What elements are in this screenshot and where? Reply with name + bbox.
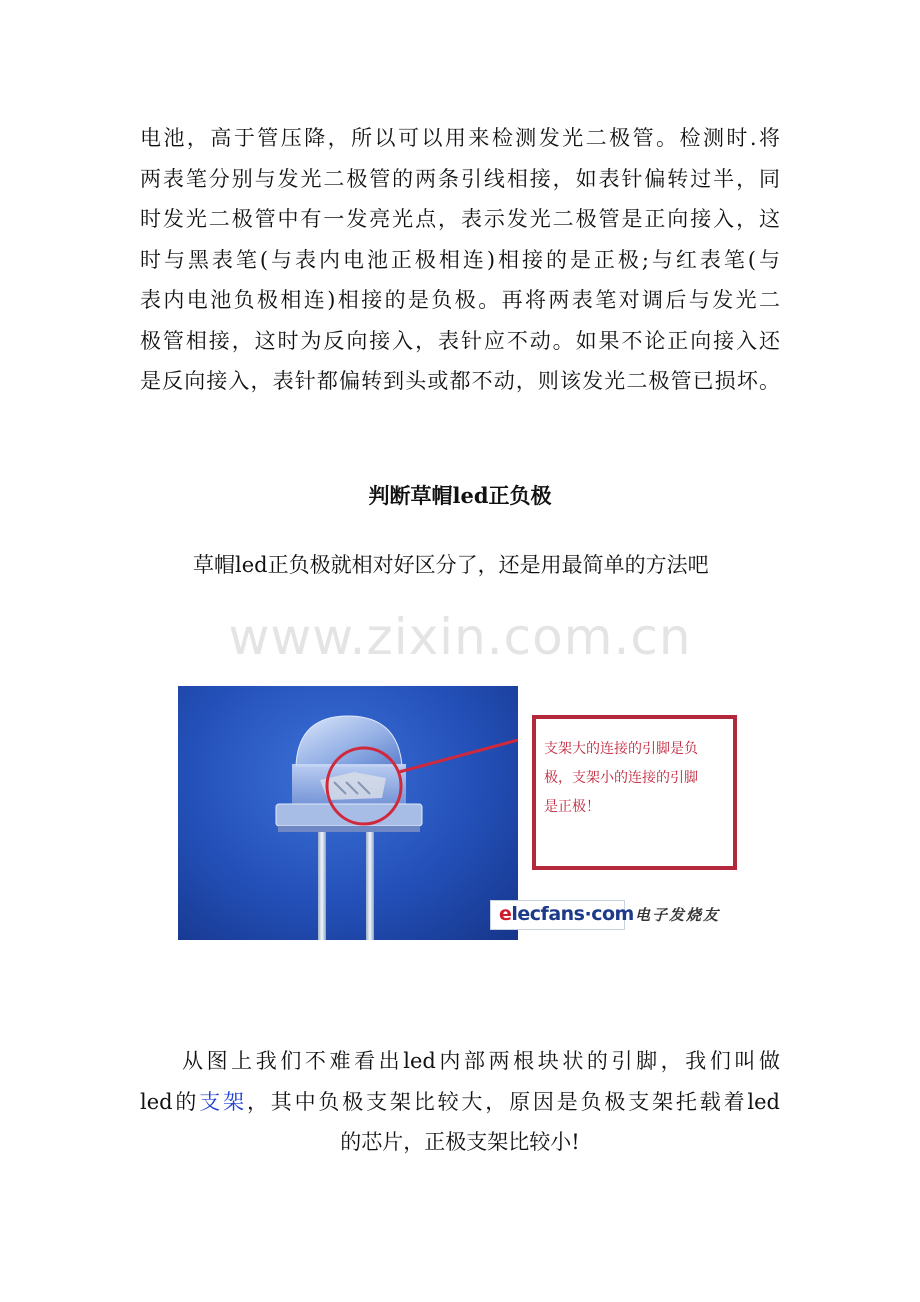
led-figure bbox=[178, 686, 738, 940]
paragraph-line: 表内电池负极相连)相接的是负极。再将两表笔对调后与发光二 bbox=[140, 288, 780, 312]
led-photo bbox=[178, 686, 518, 940]
logo-wordmark: lecfans·com bbox=[511, 903, 634, 925]
callout-text: 支架大的连接的引脚是负 极，支架小的连接的引脚 是正极！ bbox=[544, 741, 698, 815]
text-segment: led的 bbox=[140, 1089, 200, 1114]
paragraph-led-testing bbox=[140, 118, 780, 402]
paragraph-line: 电池，高于管压降，所以可以用来检测发光二极管。检测时.将 bbox=[140, 126, 780, 150]
paragraph-bracket-explanation bbox=[140, 1041, 780, 1163]
paragraph-line: 的芯片，正极支架比较小! bbox=[340, 1130, 580, 1154]
brand-chinese-name: 电子发烧友 bbox=[635, 906, 721, 924]
annotation-callout bbox=[532, 715, 737, 870]
elecfans-brand bbox=[490, 896, 730, 932]
paragraph-line: 时与黑表笔(与表内电池正极相连)相接的是正极;与红表笔(与 bbox=[140, 247, 780, 272]
paragraph-line: 极管相接，这时为反向接入，表针应不动。如果不论正向接入还 bbox=[140, 328, 780, 353]
paragraph-line: 时发光二极管中有一发亮光点，表示发光二极管是正向接入，这 bbox=[140, 207, 780, 231]
section-heading: 判断草帽led正负极 bbox=[368, 483, 552, 508]
bracket-link[interactable]: 支架 bbox=[199, 1089, 247, 1114]
straw-hat-led-icon bbox=[178, 686, 518, 940]
paragraph-line: 是反向接入，表针都偏转到头或都不动，则该发光二极管已损坏。 bbox=[140, 369, 780, 393]
paragraph-line-with-link bbox=[140, 1082, 780, 1123]
elecfans-logo bbox=[490, 900, 634, 930]
paragraph-line: 从图上我们不难看出led内部两根块状的引脚，我们叫做 bbox=[182, 1049, 780, 1073]
logo-letter-e: e bbox=[499, 903, 512, 925]
watermark: www.zixin.com.cn bbox=[228, 608, 692, 666]
paragraph-line: 两表笔分别与发光二极管的两条引线相接，如表针偏转过半，同 bbox=[140, 166, 780, 191]
intro-text: 草帽led正负极就相对好区分了，还是用最简单的方法吧 bbox=[193, 553, 709, 577]
text-segment: ，其中负极支架比较大，原因是负极支架托载着led bbox=[246, 1089, 781, 1114]
